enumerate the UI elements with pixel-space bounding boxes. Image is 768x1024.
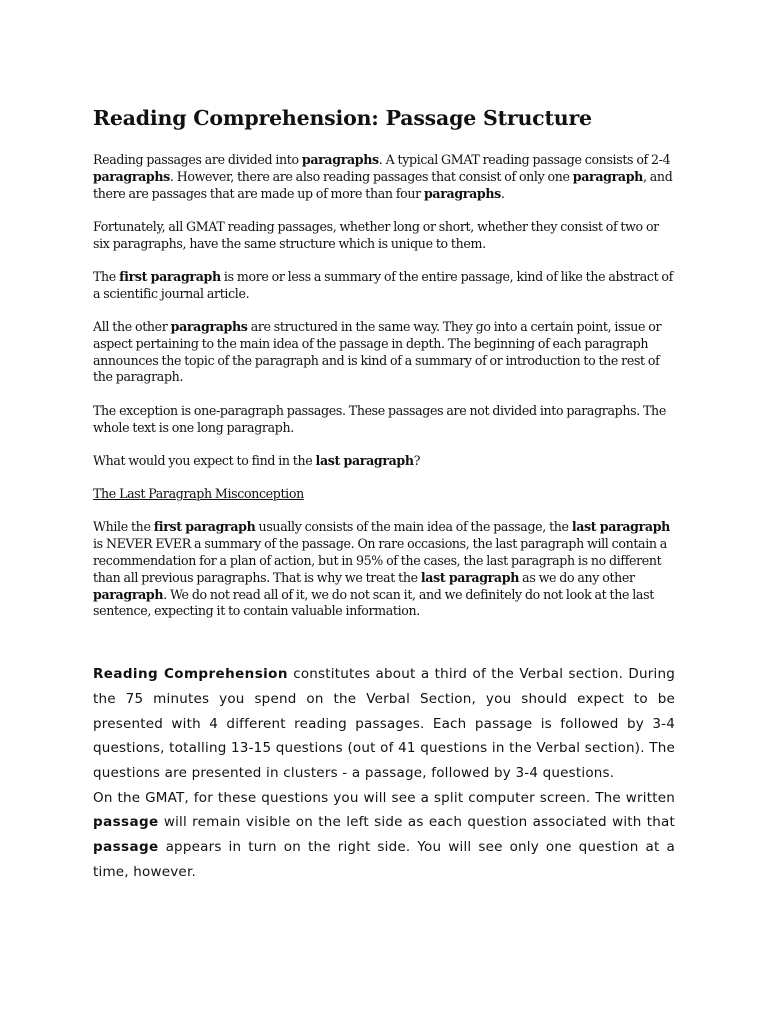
paragraph-overview: Reading Comprehension constitutes about a third of the Verbal section. During the 75 minutes you spend on the Verbal Section, you should expect to be presented with 4 different reading passages. Each passage is followed by 3-4 questions, totalling 13-15 questions (out of 41 questions in the Verbal section). The questions are presented in clusters - a passage, followed by 3-4 questions. xyxy=(93,666,675,782)
document-page xyxy=(93,104,675,885)
paragraph-misconception: While the first paragraph usually consists of the main idea of the passage, the last paragraph is NEVER EVER a summary of the passage. On rare occasions, the last paragraph will contain a recommendation for a plan of action, but in 95% of the cases, the last paragraph is no different than all previous paragraphs. That is why we treat the last paragraph as we do any other paragraph. We do not read all of it, we do not scan it, and we definitely do not look at the last sentence, expecting it to contain valuable information. xyxy=(93,519,670,619)
subheading: The Last Paragraph Misconception xyxy=(93,486,304,502)
paragraph-first: The first paragraph is more or less a summary of the entire passage, kind of like the abstract of a scientific journal article. xyxy=(93,268,673,301)
paragraph-others: All the other paragraphs are structured in the same way. They go into a certain point, issue or aspect pertaining to the main idea of the passage in depth. The beginning of each paragraph announces the topic of the paragraph and is kind of a summary of or introduction to the rest of the paragraph. xyxy=(93,319,662,385)
rc-overview-section xyxy=(93,662,675,884)
paragraph-structure: Fortunately, all GMAT reading passages, whether long or short, whether they consist of two or six paragraphs, have the same structure which is unique to them. xyxy=(93,218,659,251)
paragraph-intro: Reading passages are divided into paragraphs. A typical GMAT reading passage consists of 2-4 paragraphs. However, there are also reading passages that consist of only one paragraph, and there are passages that are made up of more than four paragraphs. xyxy=(93,152,673,201)
paragraph-question: What would you expect to find in the last paragraph? xyxy=(93,452,421,468)
passage-structure-section xyxy=(93,152,675,620)
paragraph-exception: The exception is one-paragraph passages. These passages are not divided into paragraphs. The whole text is one long paragraph. xyxy=(93,402,666,435)
paragraph-split-screen: On the GMAT, for these questions you will see a split computer screen. The written passage will remain visible on the left side as each question associated with that passage appears in turn on the right side. You will see only one question at a time, however. xyxy=(93,789,675,880)
page-title: Reading Comprehension: Passage Structure xyxy=(93,106,592,130)
